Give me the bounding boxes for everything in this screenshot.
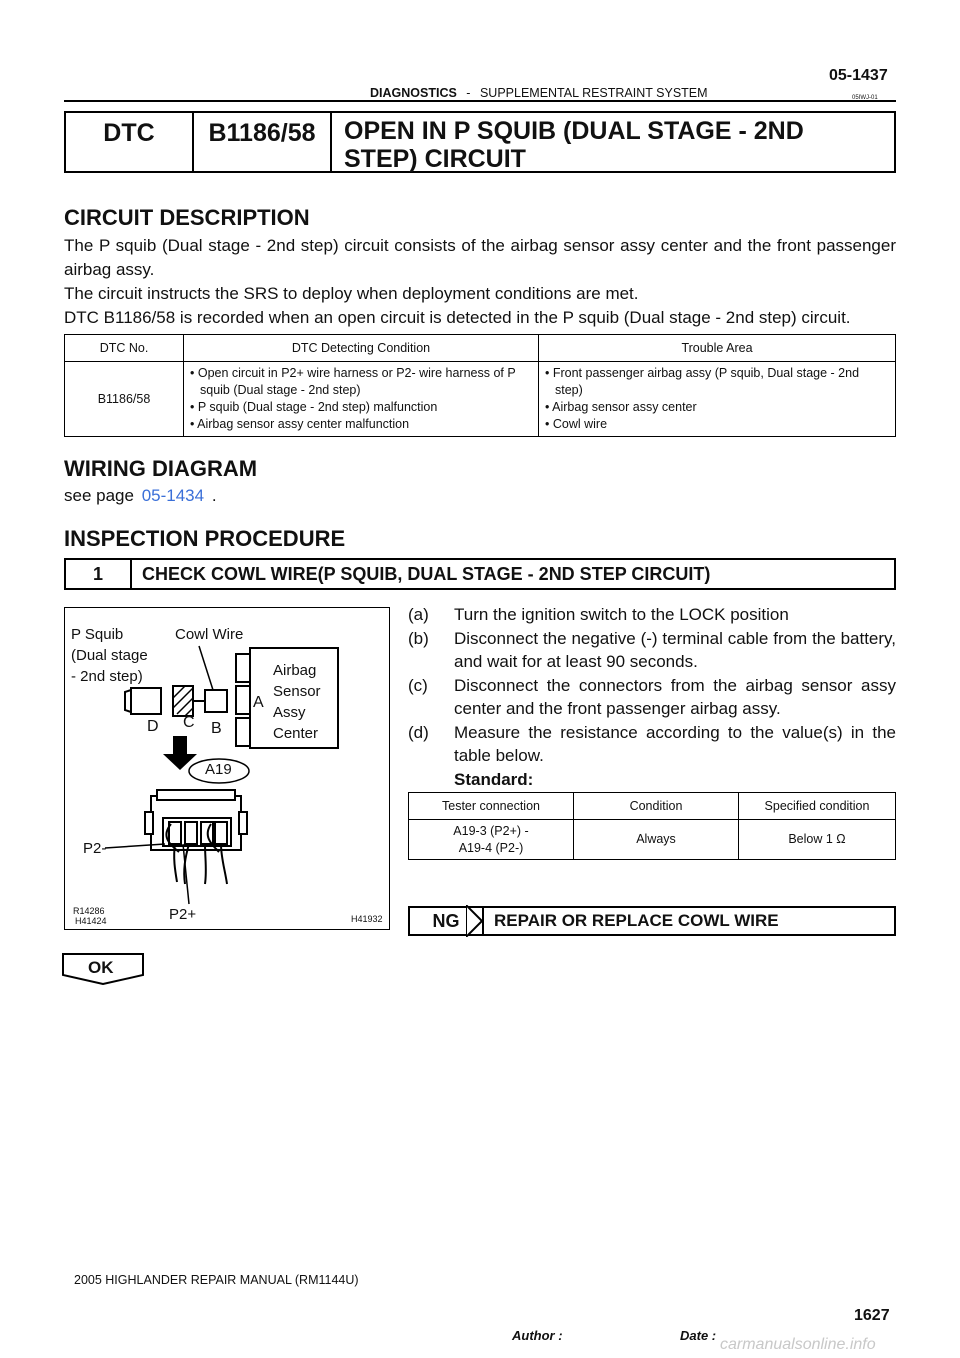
standard-table (408, 792, 896, 860)
doc-code: 05IWJ-01 (852, 95, 878, 101)
dtc-col-area: Trouble Area (539, 335, 896, 362)
cowl-connector-b (205, 690, 227, 712)
label-b: B (211, 720, 222, 737)
circuit-description-heading: CIRCUIT DESCRIPTION (64, 205, 310, 230)
step-label: (d) (408, 722, 429, 742)
footer-date: Date : (680, 1328, 717, 1343)
list-item: • Cowl wire (545, 417, 608, 431)
ng-label: NG (408, 906, 482, 936)
watermark: carmanualsonline.info (720, 1336, 876, 1353)
dtc-col-condition: DTC Detecting Condition (184, 335, 539, 362)
std-tester-line-1: A19-3 (P2+) - (453, 823, 529, 838)
title-box (64, 111, 896, 173)
squib-connector-d (131, 688, 161, 714)
std-tester-line-2: A19-4 (P2-) (458, 840, 524, 855)
wiring-see-page (64, 486, 217, 506)
p2-plus-label: P2+ (169, 906, 197, 923)
page-id: 05-1437 (829, 67, 888, 84)
header-subsection: SUPPLEMENTAL RESTRAINT SYSTEM (479, 86, 708, 100)
std-col-tester: Tester connection (409, 793, 574, 820)
title-dtc-code: B1186/58 (194, 113, 332, 171)
wiring-page-link[interactable]: 05-1434 (141, 486, 205, 505)
figure-code-1: R14286 (73, 906, 105, 916)
connector-id-label: A19 (205, 761, 232, 778)
step-d (408, 721, 896, 768)
list-item: • Open circuit in P2+ wire harness or P2- wire harness of P squib (Dual stage - 2nd step) (190, 366, 516, 397)
list-item: • Airbag sensor assy center (545, 400, 697, 414)
ecu-pin (236, 686, 250, 714)
step-text: Measure the resistance according to the value(s) in the table below. (454, 722, 896, 765)
airbag-sensor-label (273, 660, 321, 744)
title-line-1: OPEN IN P SQUIB (DUAL STAGE - 2ND (344, 117, 804, 145)
header-separator: - (466, 86, 471, 100)
wiring-see-text: see page (64, 486, 134, 505)
circuit-description-para-1: The P squib (Dual stage - 2nd step) circuit consists of the airbag sensor assy center and the front passenger airbag assy. (64, 236, 896, 279)
dtc-areas (539, 362, 896, 437)
std-col-condition: Condition (574, 793, 739, 820)
step-c (408, 674, 896, 721)
airbag-line-4: Center (273, 725, 319, 742)
wiring-heading: WIRING DIAGRAM (64, 456, 258, 481)
p-squib-line-3: - 2nd step) (71, 668, 143, 685)
circuit-description-para-2: The circuit instructs the SRS to deploy when deployment conditions are met. (64, 284, 639, 303)
title-line-2: STEP) CIRCUIT (344, 145, 526, 173)
step-text: Turn the ignition switch to the LOCK position (454, 605, 789, 624)
airbag-line-3: Assy (273, 704, 306, 721)
step-title: CHECK COWL WIRE(P SQUIB, DUAL STAGE - 2ND STEP CIRCUIT) (142, 564, 711, 584)
label-c: C (183, 714, 195, 731)
step-list (408, 603, 896, 791)
header-section-line (370, 86, 708, 100)
step-label: (b) (408, 628, 429, 648)
label-d: D (147, 718, 159, 735)
step-a (408, 603, 896, 627)
p-squib-line-1: P Squib (71, 626, 124, 643)
airbag-line-1: Airbag (273, 662, 317, 679)
table-row (409, 820, 896, 860)
header-section: DIAGNOSTICS (370, 86, 457, 100)
ecu-pin (236, 654, 250, 682)
inspection-heading: INSPECTION PROCEDURE (64, 526, 346, 551)
ok-label: OK (88, 958, 114, 977)
header-rule (64, 100, 896, 102)
std-col-specified: Specified condition (739, 793, 896, 820)
connector-figure (64, 607, 390, 930)
title-dtc-label: DTC (66, 113, 194, 171)
step-text: Disconnect the negative (-) terminal cable from the battery, and wait for at least 90 seconds. (454, 628, 896, 671)
dtc-col-no: DTC No. (65, 335, 184, 362)
footer-page-number: 1627 (854, 1307, 890, 1324)
dtc-table-header (65, 335, 896, 362)
cowl-wire-label: Cowl Wire (175, 626, 244, 643)
wiring-period: . (211, 486, 217, 505)
ng-arrow-icon (466, 905, 486, 937)
dtc-number: B1186/58 (65, 362, 184, 437)
standard-label: Standard: (454, 769, 534, 789)
step-b (408, 627, 896, 674)
std-header (409, 793, 896, 820)
p-squib-line-2: (Dual stage (71, 647, 148, 664)
step-label: (a) (408, 605, 429, 624)
list-item: • Airbag sensor assy center malfunction (190, 417, 410, 431)
ecu-pin (236, 718, 250, 746)
connector-front-view (145, 790, 247, 850)
airbag-line-2: Sensor (273, 683, 321, 700)
std-specified: Below 1 Ω (739, 820, 896, 860)
footer-manual: 2005 HIGHLANDER REPAIR MANUAL (RM1144U) (74, 1273, 359, 1287)
standard-row (408, 768, 896, 792)
std-condition: Always (574, 820, 739, 860)
footer-author: Author : (512, 1328, 563, 1343)
step-label: (c) (408, 675, 428, 695)
circuit-description-para-3: DTC B1186/58 is recorded when an open circuit is detected in the P squib (Dual stage - 2nd step) circuit. (64, 308, 851, 327)
std-tester (409, 820, 574, 860)
table-row (65, 362, 896, 437)
step-bar (64, 558, 896, 590)
list-item: • Front passenger airbag assy (P squib, Dual stage - 2nd step) (545, 366, 860, 397)
label-a: A (253, 694, 264, 711)
step-text: Disconnect the connectors from the airbag sensor assy center and the front passenger airbag assy. (454, 675, 896, 718)
step-number: 1 (66, 560, 132, 588)
p-squib-label (71, 624, 148, 687)
dtc-table (64, 334, 896, 437)
dtc-conditions (184, 362, 539, 437)
title-text (332, 113, 894, 171)
figure-code-3: H41932 (351, 914, 383, 924)
list-item: • P squib (Dual stage - 2nd step) malfunction (190, 400, 438, 414)
ng-action: REPAIR OR REPLACE COWL WIRE (482, 906, 896, 936)
figure-code-2: H41424 (75, 916, 107, 926)
p2-minus-label: P2- (83, 840, 107, 857)
cowl-wire-leader (199, 646, 213, 690)
